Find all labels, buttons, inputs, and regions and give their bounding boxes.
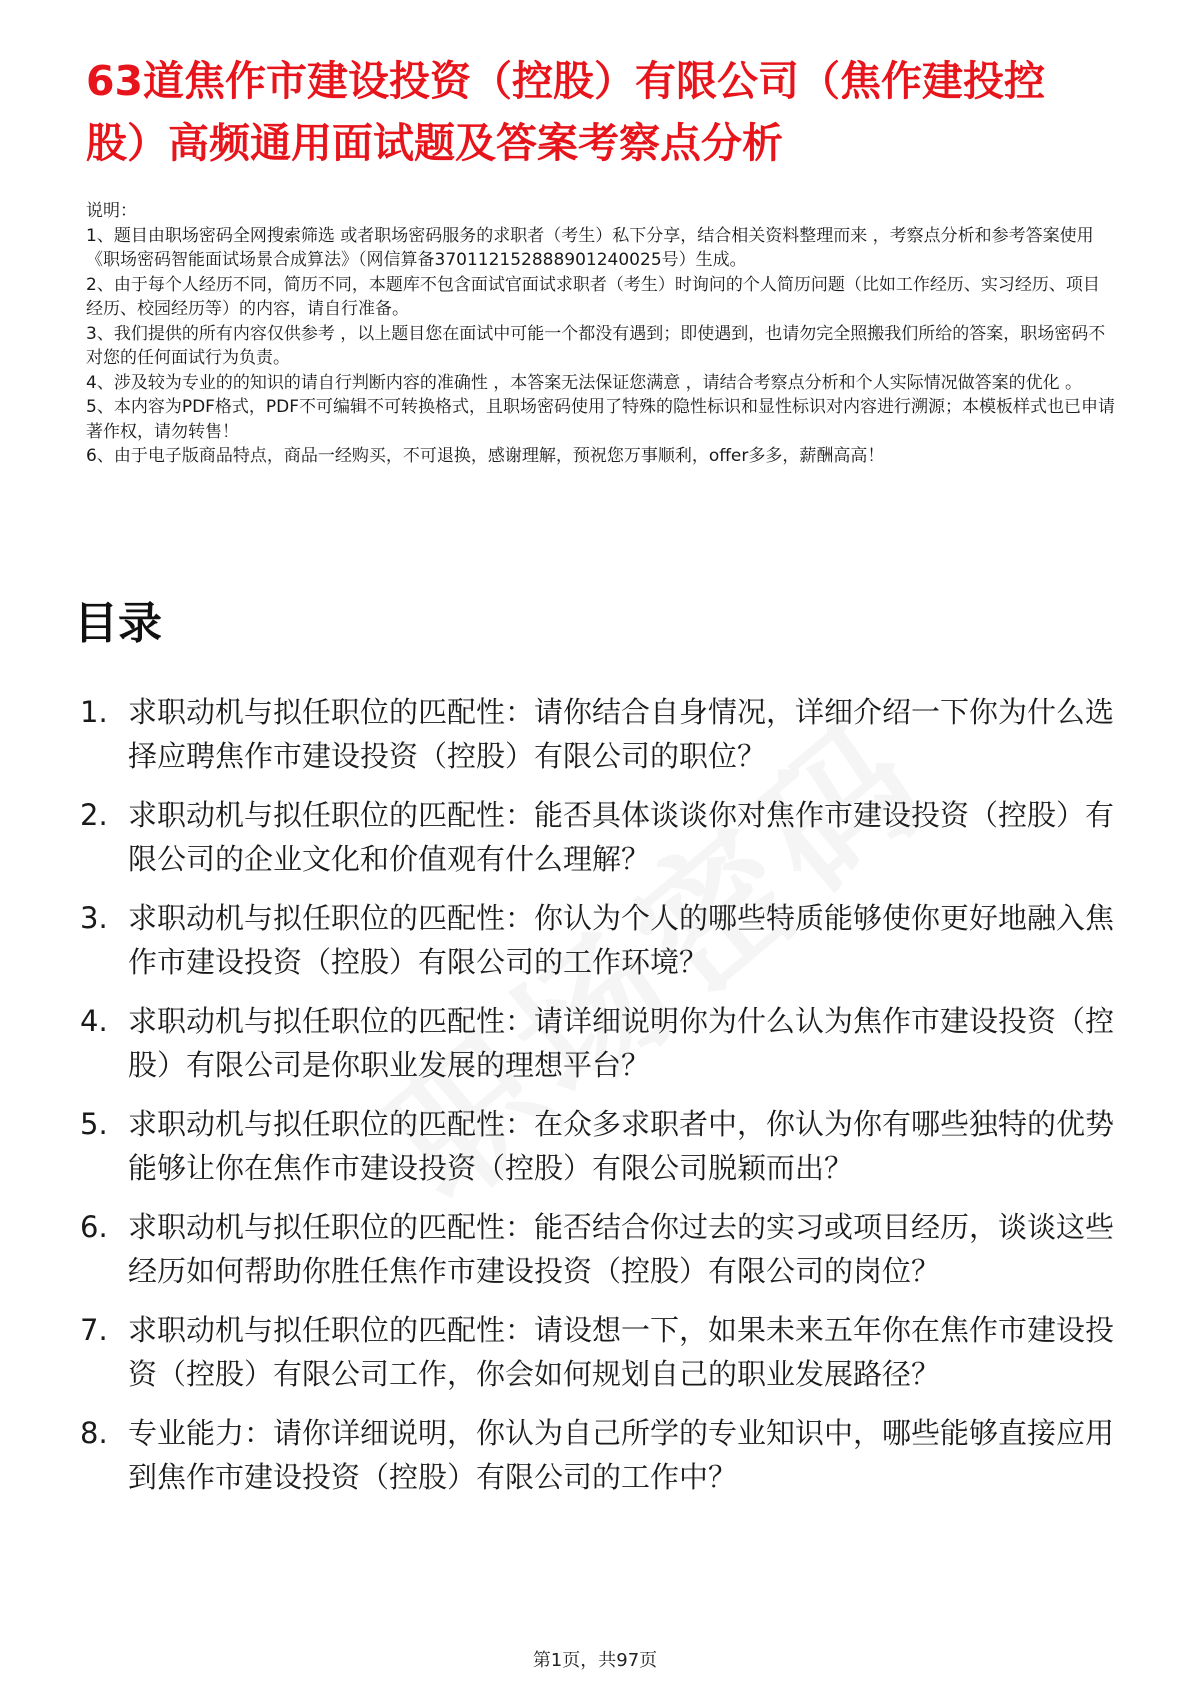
notes-line: 2、由于每个人经历不同，简历不同，本题库不包含面试官面试求职者（考生）时询问的个人简历问题（比如工作经历、实习经历、项目经历、校园经历等）的内容，请自行准备。 (86, 274, 1100, 319)
toc-item[interactable] (80, 1102, 1120, 1190)
notes-line: 3、我们提供的所有内容仅供参考 ，以上题目您在面试中可能一个都没有遇到；即使遇到，也请勿完全照搬我们所给的答案，职场密码不对您的任何面试行为负责。 (86, 323, 1106, 368)
toc-item[interactable] (80, 999, 1120, 1087)
toc-item-text: 求职动机与拟任职位的匹配性：在众多求职者中，你认为你有哪些独特的优势能够让你在焦作市建设投资（控股）有限公司脱颖而出？ (128, 1107, 1115, 1185)
toc-item[interactable] (80, 1411, 1120, 1499)
toc-item-text: 求职动机与拟任职位的匹配性：你认为个人的哪些特质能够使你更好地融入焦作市建设投资（控股）有限公司的工作环境？ (128, 901, 1115, 979)
toc-item[interactable] (80, 1308, 1120, 1396)
notes-line: 4、涉及较为专业的的知识的请自行判断内容的准确性 ，本答案无法保证您满意 ，请结合考察点分析和个人实际情况做答案的优化 。 (86, 372, 1083, 393)
toc-item-number: 8. (80, 1416, 108, 1450)
page-footer: 第1页，共97页 (532, 1650, 658, 1671)
toc-item-text: 求职动机与拟任职位的匹配性：能否结合你过去的实习或项目经历，谈谈这些经历如何帮助你胜任焦作市建设投资（控股）有限公司的岗位？ (128, 1210, 1115, 1288)
toc-item[interactable] (80, 896, 1120, 984)
toc-item-text: 求职动机与拟任职位的匹配性：请设想一下，如果未来五年你在焦作市建设投资（控股）有限公司工作，你会如何规划自己的职业发展路径？ (128, 1313, 1115, 1391)
notes-section (86, 199, 1116, 469)
toc-list (80, 690, 1120, 1514)
toc-item[interactable] (80, 690, 1120, 778)
toc-item[interactable] (80, 793, 1120, 881)
notes-line: 6、由于电子版商品特点，商品一经购买，不可退换，感谢理解，预祝您万事顺利，offer多多，薪酬高高！ (86, 446, 885, 466)
toc-item-number: 7. (80, 1313, 108, 1347)
toc-item[interactable] (80, 1205, 1120, 1293)
toc-item-text: 专业能力：请你详细说明，你认为自己所学的专业知识中，哪些能够直接应用到焦作市建设投资（控股）有限公司的工作中？ (128, 1416, 1115, 1494)
notes-line: 1、题目由职场密码全网搜索筛选 或者职场密码服务的求职者（考生）私下分享，结合相关资料整理而来 ，考察点分析和参考答案使用《职场密码智能面试场景合成算法》（网信算备370112152888901240025号）生成。 (86, 225, 1094, 270)
toc-heading: 目录 (74, 598, 162, 649)
toc-item-number: 6. (80, 1210, 108, 1244)
notes-line: 5、本内容为PDF格式，PDF不可编辑不可转换格式，且职场密码使用了特殊的隐性标识和显性标识对内容进行溯源；本模板样式也已申请著作权，请勿转售！ (86, 397, 1116, 442)
toc-item-number: 3. (80, 901, 108, 935)
toc-item-text: 求职动机与拟任职位的匹配性：请详细说明你为什么认为焦作市建设投资（控股）有限公司是你职业发展的理想平台？ (128, 1004, 1115, 1082)
toc-item-number: 1. (80, 695, 108, 729)
toc-item-number: 4. (80, 1004, 108, 1038)
toc-item-text: 求职动机与拟任职位的匹配性：请你结合自身情况，详细介绍一下你为什么选择应聘焦作市建设投资（控股）有限公司的职位？ (128, 695, 1115, 773)
toc-item-number: 5. (80, 1107, 108, 1141)
document-title: 63道焦作市建设投资（控股）有限公司（焦作建投控股）高频通用面试题及答案考察点分析 (86, 57, 1046, 167)
notes-line: 说明： (86, 201, 137, 221)
toc-item-number: 2. (80, 798, 108, 832)
toc-item-text: 求职动机与拟任职位的匹配性：能否具体谈谈你对焦作市建设投资（控股）有限公司的企业文化和价值观有什么理解？ (128, 798, 1115, 876)
